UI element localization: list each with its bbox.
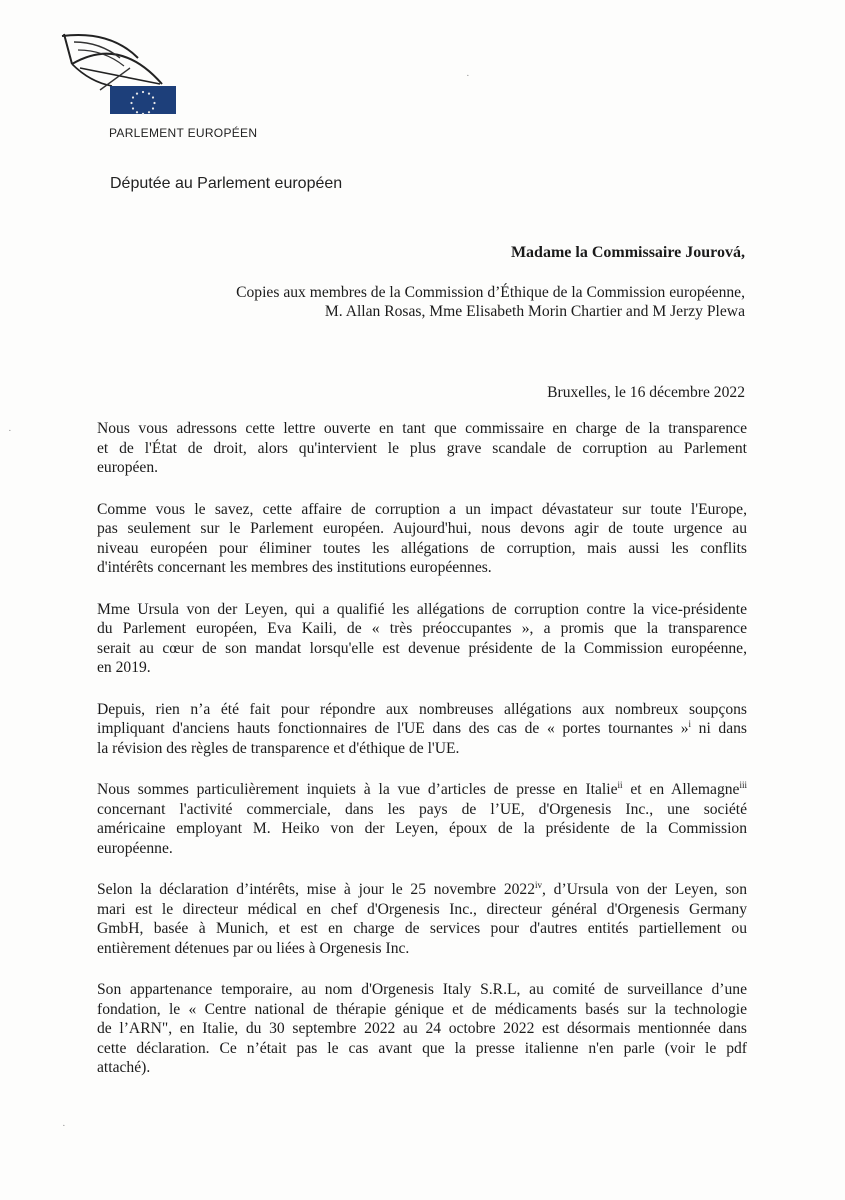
paragraph-4: Depuis, rien n’a été fait pour répondre aux nombreuses allégations aux nombreux soupçons impliquant d'anciens hauts fonctionnaires de l'UE dans des cas de « portes tournantes »$^i$ ni dans la révision des règles de transparence et d'éthique de l'UE.	[97, 700, 747, 757]
scan-speck: ·	[8, 425, 12, 437]
letter-body	[97, 419, 747, 1100]
scan-speck: ·	[466, 70, 470, 82]
copies-recipients	[236, 283, 745, 321]
footnote-ref-i: i	[688, 718, 692, 729]
copies-line-1: Copies aux membres de la Commission d’Éthique de la Commission européenne,	[236, 284, 745, 301]
letter-date: Bruxelles, le 16 décembre 2022	[547, 384, 745, 401]
footnote-ref-ii: ii	[617, 779, 623, 790]
european-parliament-emblem-icon	[60, 28, 180, 120]
copies-line-2: M. Allan Rosas, Mme Elisabeth Morin Chartier and M Jerzy Plewa	[324, 303, 745, 320]
sender-title: Députée au Parlement européen	[110, 175, 343, 192]
footnote-ref-iv: iv	[535, 879, 543, 890]
footnote-ref-iii: iii	[739, 779, 747, 790]
scan-speck: ·	[62, 1120, 66, 1132]
paragraph-3: Mme Ursula von der Leyen, qui a qualifié les allégations de corruption contre la vice-présidente du Parlement européen, Eva Kaili, de « très préoccupantes », a promis que la transparence serait au cœur de son mandat lorsqu'elle est devenue présidente de la Commission européenne, en 2019.	[97, 600, 747, 676]
salutation: Madame la Commissaire Jourová,	[510, 244, 745, 261]
paragraph-2: Comme vous le savez, cette affaire de corruption a un impact dévastateur sur toute l'Europe, pas seulement sur le Parlement européen. Aujourd'hui, nous devons agir de toute urgence au niveau européen pour éliminer toutes les allégations de corruption, mais aussi les conflits d'intérêts concernant les membres des institutions européennes.	[97, 500, 747, 576]
organization-name: PARLEMENT EUROPÉEN	[109, 126, 258, 140]
paragraph-6: Selon la déclaration d’intérêts, mise à jour le 25 novembre 2022$^{iv}$, d’Ursula von der Leyen, son mari est le directeur médical en chef d'Orgenesis Inc., directeur général d'Orgenesis Germany GmbH, basée à Munich, et est en charge de services pour d'autres entités partiellement ou entièrement détenues par ou liées à Orgenesis Inc.	[97, 879, 747, 957]
paragraph-1: Nous vous adressons cette lettre ouverte en tant que commissaire en charge de la transparence et de l'État de droit, alors qu'intervient le plus grave scandale de corruption au Parlement européen.	[97, 420, 747, 476]
paragraph-5: Nous sommes particulièrement inquiets à la vue d’articles de presse en Italie$^{ii}$ et en Allemagne$^{iii}$ concernant l'activité commerciale, dans les pays de l’UE, d'Orgenesis Inc., une société américaine employant M. Heiko von der Leyen, époux de la présidente de la Commission européenne.	[97, 779, 747, 857]
paragraph-7: Son appartenance temporaire, au nom d'Orgenesis Italy S.R.L, au comité de surveillance d’une fondation, le « Centre national de thérapie génique et de médicaments basés sur la technologie de l’ARN", en Italie, du 30 septembre 2022 au 24 octobre 2022 est désormais mentionnée dans cette déclaration. Ce n’était pas le cas avant que la presse italienne n'en parle (voir le pdf attaché).	[97, 981, 747, 1076]
